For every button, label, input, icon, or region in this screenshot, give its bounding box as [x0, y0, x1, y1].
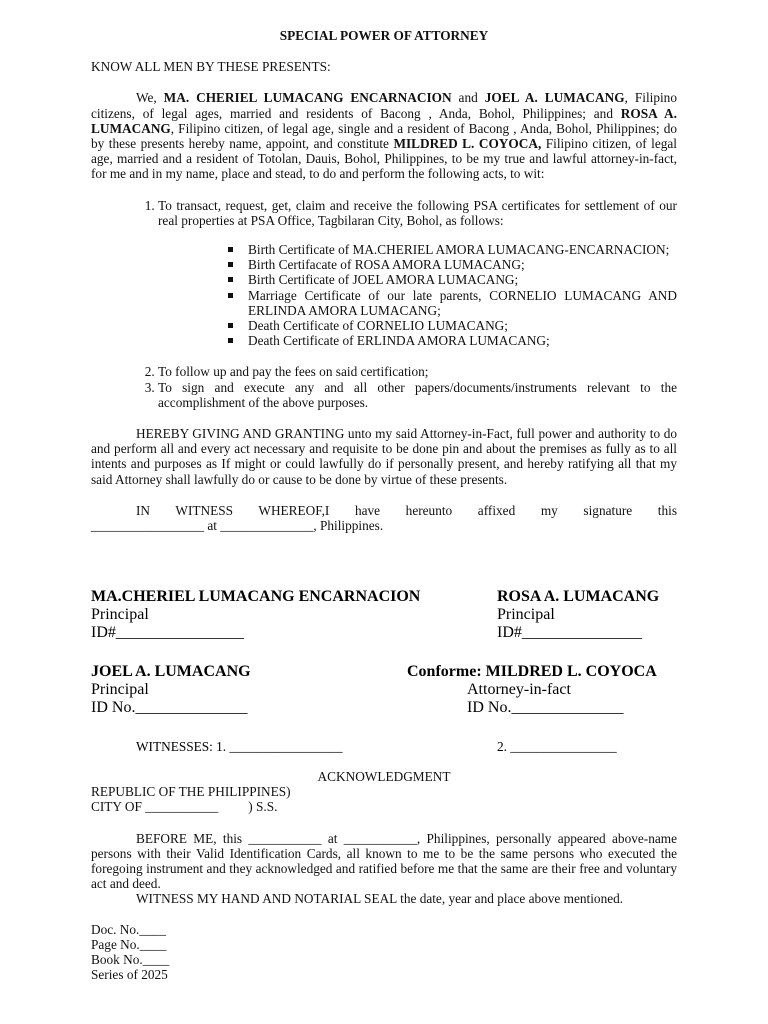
intro-text: and [451, 90, 485, 106]
before-me-paragraph: BEFORE ME, this ___________ at ___________, Philippines, personally appeared above-name persons with their Valid Identification Cards, all known to me to be the same persons who executed the foregoing instrument and they acknowledged and ratified before me that the same are their free and voluntary act and deed. [91, 830, 677, 892]
signatory-name: Conforme: MILDRED L. COYOCA [407, 663, 657, 680]
act-item: 3. To sign and execute any and all other papers/documents/instruments relevant to the accomplishment of the above purposes. [158, 380, 677, 410]
intro-text: We, [136, 90, 164, 106]
signatory-block [407, 663, 657, 717]
signatory-role: Attorney-in-fact [467, 681, 571, 698]
signatory-role: Principal [497, 606, 555, 623]
intro-text: Filipino citizen, of legal age, married and a resident of Totolan, Dauis, Bohol, Philippines, to be my true and lawful attorney-in-fact, for me and in my name, place and stead, to do and perform the following acts, to wit: [91, 136, 677, 182]
signatory-role: Principal [91, 606, 149, 623]
signatory-name: ROSA A. LUMACANG [497, 588, 660, 605]
certificate-item: Birth Certificate of MA.CHERIEL AMORA LUMACANG-ENCARNACION; [248, 242, 677, 257]
signatory-block [91, 588, 420, 642]
intro-text: , Filipino citizen, of legal age, single and a resident of Bacong , Anda, Bohol, Philippines; do by these presents hereby name, appoint, and constitute [91, 120, 677, 152]
document-title: SPECIAL POWER OF ATTORNEY [279, 28, 489, 43]
seal-paragraph: WITNESS MY HAND AND NOTARIAL SEAL the date, year and place above mentioned. [136, 891, 624, 907]
notarial-page-no: Page No.____ [91, 936, 167, 952]
witness-clause-line2: _________________ at ______________, Philippines. [91, 518, 384, 534]
signatory-id: ID#________________ [91, 624, 244, 641]
intro-paragraph [91, 90, 677, 181]
signatory-name: JOEL A. LUMACANG [91, 663, 251, 680]
principal-name-2: JOEL A. LUMACANG [484, 90, 625, 106]
attorney-name: MILDRED L. COYOCA, [393, 136, 542, 152]
acts-list [91, 198, 677, 410]
signatory-name: MA.CHERIEL LUMACANG ENCARNACION [91, 588, 421, 605]
granting-paragraph: HEREBY GIVING AND GRANTING unto my said Attorney-in-Fact, full power and authority to do and perform all and every act necessary and requisite to be done pin and about the premises as fully as to all intents and purposes as If might or could lawfully do if personally present, and hereby ratifying all that my said Attorney shall lawfully do or cause to be done by virtue of these presents. [91, 426, 677, 487]
city-line: CITY OF ___________ ) S.S. [91, 799, 278, 815]
acknowledgment-section [91, 769, 677, 982]
signatory-id: ID No.______________ [467, 699, 624, 716]
signatory-block [497, 588, 659, 642]
witness-clause-line1: IN WITNESS WHEREOF,I have hereunto affixed my signature this [136, 502, 677, 518]
certificate-item: Birth Certificate of JOEL AMORA LUMACANG; [248, 272, 677, 287]
signatory-id: ID#_______________ [497, 624, 642, 641]
acknowledgment-heading: ACKNOWLEDGMENT [317, 769, 451, 784]
principal-name-3: ROSA A. LUMACANG [91, 105, 677, 136]
notarial-book-no: Book No.____ [91, 952, 170, 968]
certificate-item: Death Certificate of CORNELIO LUMACANG; [248, 318, 677, 333]
witness-2: 2. ________________ [497, 739, 617, 754]
act-text: To transact, request, get, claim and receive the following PSA certificates for settlement of our real properties at PSA Office, Tagbilaran City, Bohol, as follows: [158, 197, 677, 228]
principal-name-1: MA. CHERIEL LUMACANG ENCARNACION [163, 90, 452, 106]
republic-line: REPUBLIC OF THE PHILIPPINES) [91, 784, 291, 800]
intro-text: , Filipino citizens, of legal ages, married and residents of Bacong , Anda, Bohol, Philippines; and [91, 90, 677, 121]
opening-line: KNOW ALL MEN BY THESE PRESENTS: [91, 59, 331, 75]
signatory-role: Principal [91, 681, 149, 698]
signatory-block [91, 663, 251, 717]
certificate-item: Death Certificate of ERLINDA AMORA LUMACANG; [248, 333, 677, 348]
certificate-item: Marriage Certificate of our late parents, CORNELIO LUMACANG AND ERLINDA AMORA LUMACANG; [248, 287, 677, 318]
signatory-id: ID No.______________ [91, 699, 248, 716]
act-item [158, 198, 677, 349]
notarial-doc-no: Doc. No.____ [91, 921, 166, 937]
notarial-series: Series of 2025 [91, 967, 168, 983]
certificates-list [158, 242, 677, 348]
act-item: 2. To follow up and pay the fees on said certification; [158, 364, 677, 379]
witness-1: WITNESSES: 1. _________________ [136, 739, 343, 754]
certificate-item: Birth Certifacate of ROSA AMORA LUMACANG; [248, 257, 677, 272]
